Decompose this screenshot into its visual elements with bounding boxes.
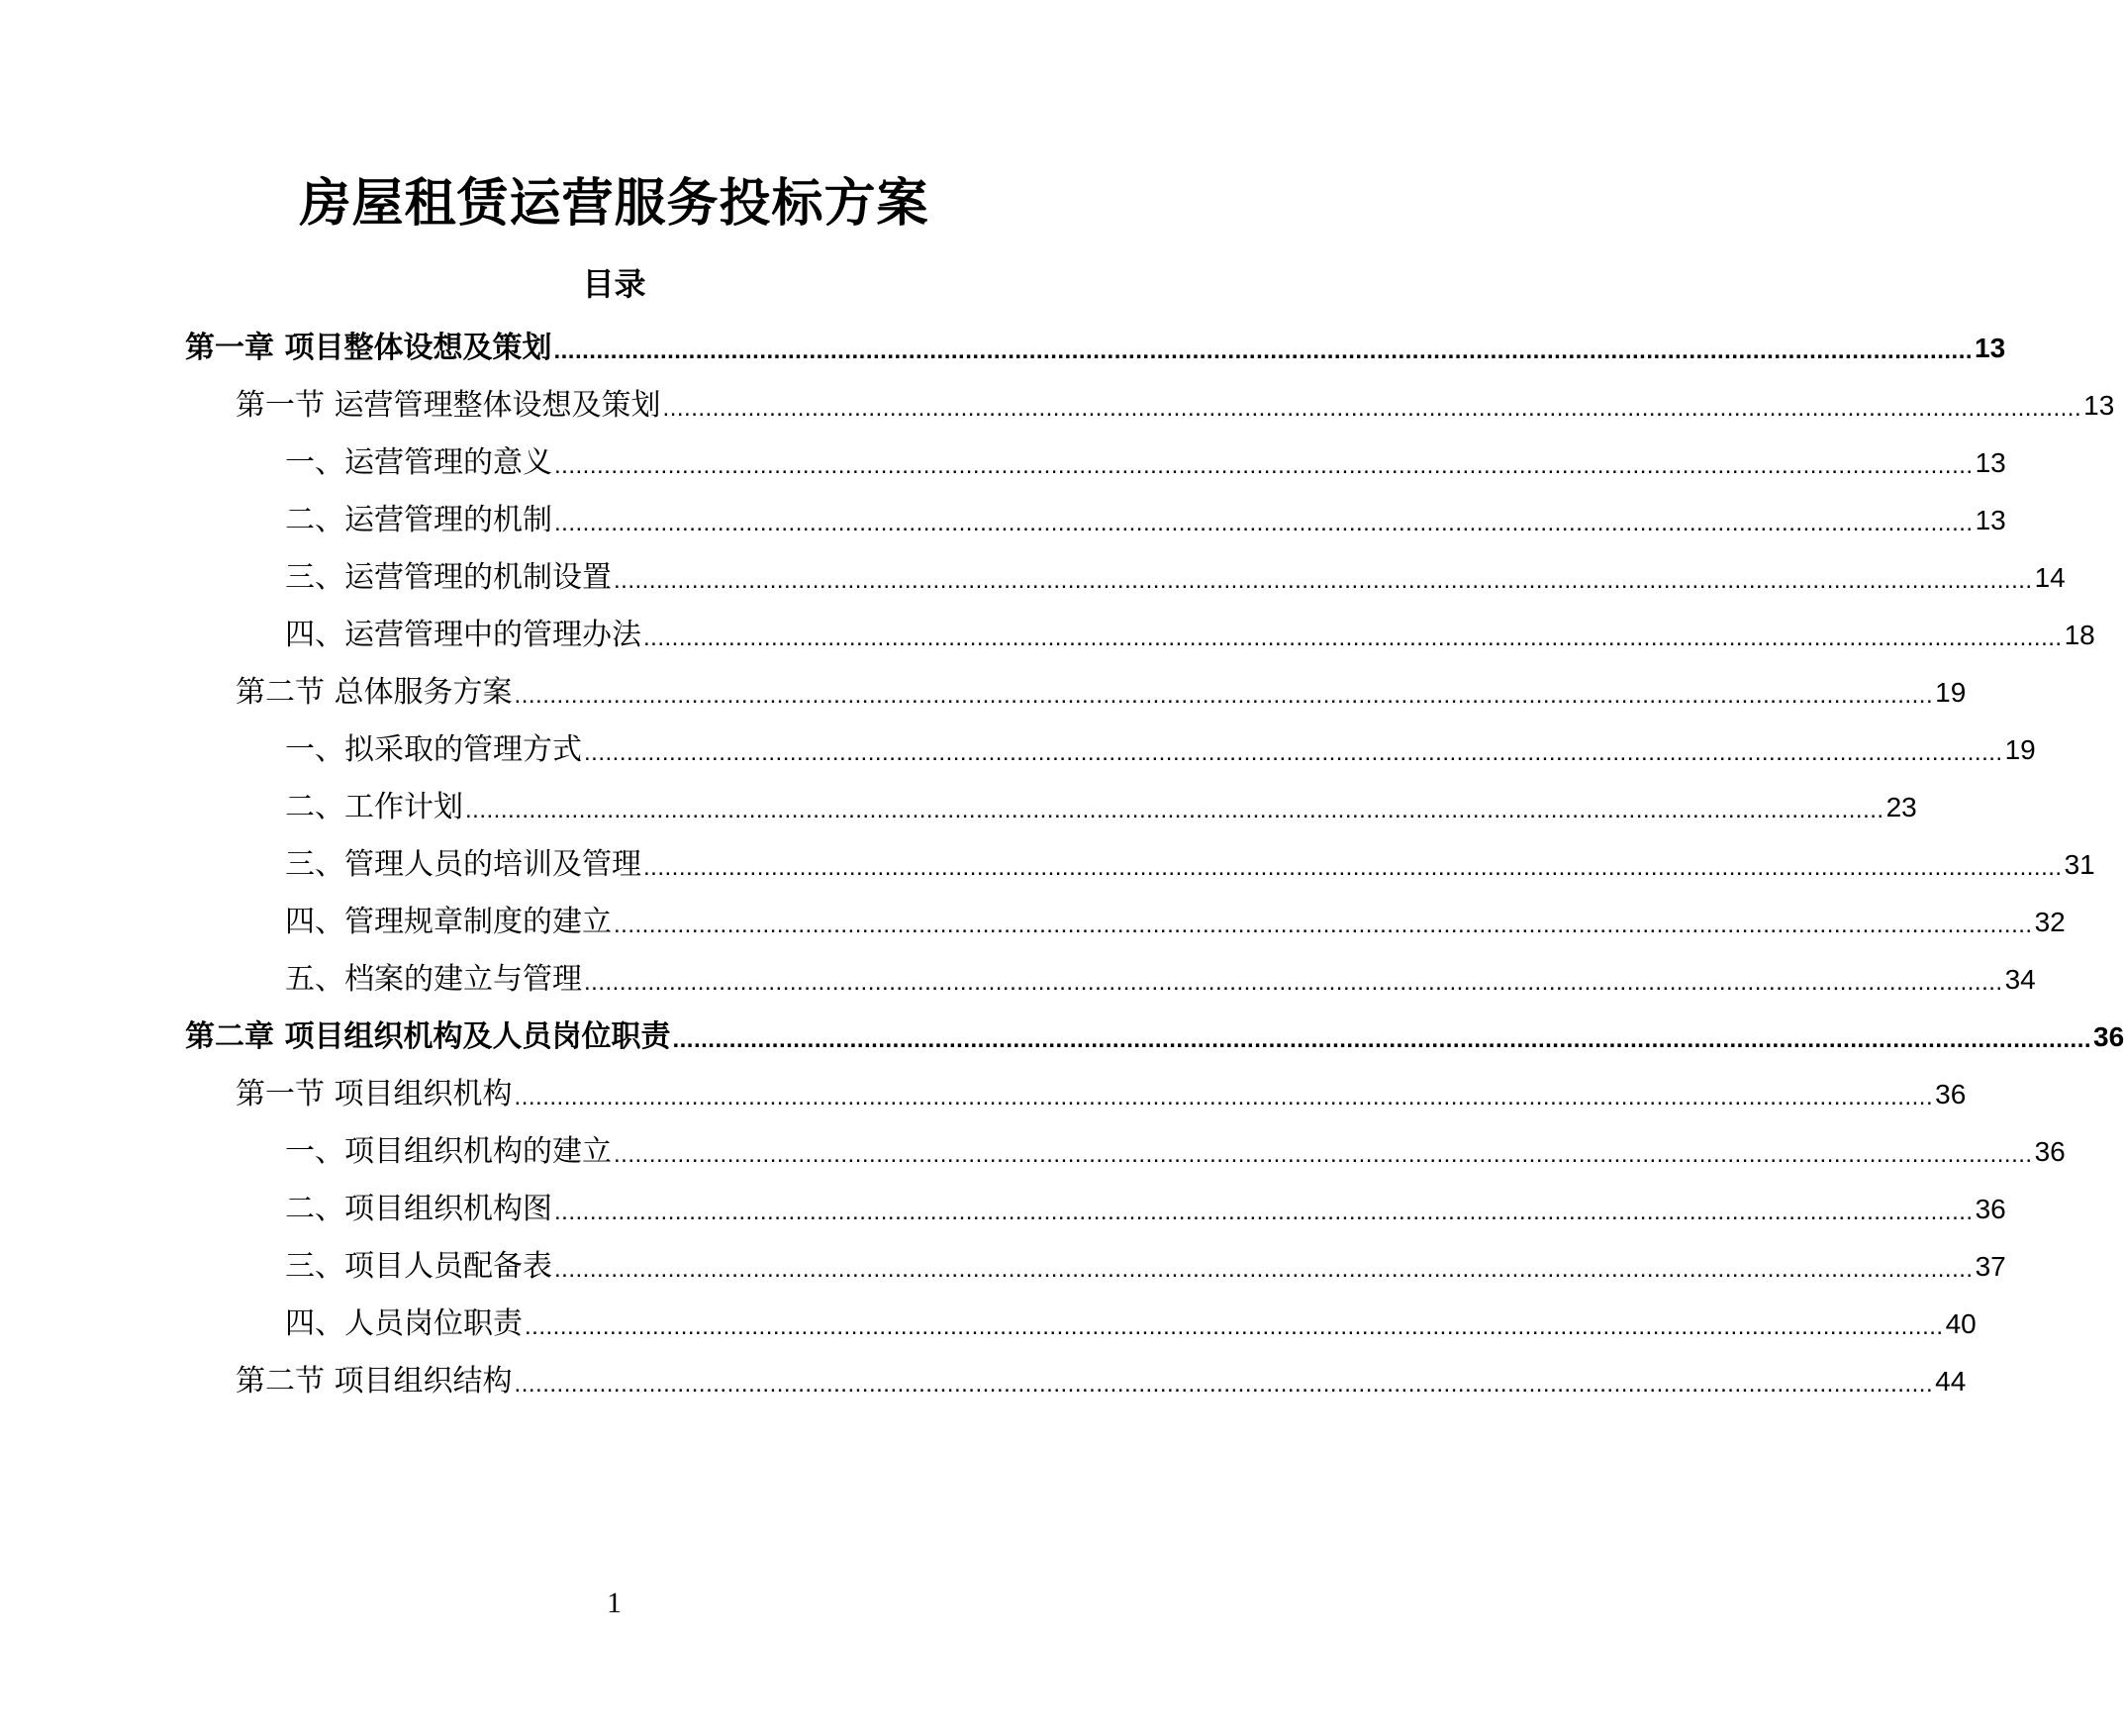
toc-leader-dots: ........................................................................................................................................................................................................ xyxy=(514,1084,1934,1110)
toc-leader-dots: ........................................................................................................................................................................................................ xyxy=(584,739,2003,766)
toc-entry[interactable] xyxy=(285,958,2036,1002)
toc-entry-title: 第二节 总体服务方案 xyxy=(236,675,513,710)
toc-entry[interactable] xyxy=(285,901,2066,944)
document-title: 房屋租赁运营服务投标方案 xyxy=(299,174,929,234)
toc-heading: 目录 xyxy=(582,265,646,303)
toc-entry[interactable] xyxy=(236,1073,1967,1116)
toc-entry-title: 三、项目人员配备表 xyxy=(285,1249,552,1284)
toc-leader-dots: ........................................................................................................................................................................................................ xyxy=(672,1026,2092,1053)
toc-entry-title: 二、项目组织机构图 xyxy=(285,1192,552,1226)
toc-entry[interactable] xyxy=(285,556,2066,600)
toc-leader-dots: ........................................................................................................................................................................................................ xyxy=(554,452,1974,479)
toc-entry[interactable] xyxy=(285,614,2095,657)
toc-entry[interactable] xyxy=(285,1302,1977,1346)
toc-entry[interactable] xyxy=(285,1245,2006,1289)
toc-entry-page: 34 xyxy=(2004,964,2036,995)
toc-entry-page: 13 xyxy=(1975,333,2006,363)
toc-leader-dots: ........................................................................................................................................................................................................ xyxy=(554,1199,1974,1225)
toc-leader-dots: ........................................................................................................................................................................................................ xyxy=(643,854,2063,881)
toc-entry-title: 三、管理人员的培训及管理 xyxy=(285,847,641,882)
toc-entry-page: 13 xyxy=(1975,505,2006,535)
toc-entry-page: 36 xyxy=(1975,1194,2006,1224)
toc-entry[interactable] xyxy=(285,441,2006,485)
toc-entry[interactable] xyxy=(285,1188,2006,1231)
toc-leader-dots: ........................................................................................................................................................................................................ xyxy=(525,1313,1944,1340)
toc-entry-title: 一、项目组织机构的建立 xyxy=(285,1134,612,1169)
toc-entry-page: 14 xyxy=(2034,562,2066,593)
toc-entry-title: 第一节 项目组织机构 xyxy=(236,1077,513,1111)
toc-entry-page: 13 xyxy=(1975,447,2006,478)
toc-entry-title: 第一章 项目整体设想及策划 xyxy=(185,331,552,365)
toc-entry-page: 18 xyxy=(2064,620,2095,650)
toc-entry-title: 四、运营管理中的管理办法 xyxy=(285,618,641,652)
toc-leader-dots: ........................................................................................................................................................................................................ xyxy=(514,682,1934,709)
toc-entry[interactable] xyxy=(285,728,2036,772)
toc-entry-title: 第一节 运营管理整体设想及策划 xyxy=(236,388,661,423)
toc-entry-title: 一、拟采取的管理方式 xyxy=(285,732,582,767)
toc-leader-dots: ........................................................................................................................................................................................................ xyxy=(614,567,2033,594)
toc-entry-title: 四、管理规章制度的建立 xyxy=(285,905,612,939)
toc-entry-page: 19 xyxy=(2004,734,2036,765)
toc-entry[interactable] xyxy=(185,1015,2124,1059)
toc-entry-page: 36 xyxy=(2034,1136,2066,1167)
toc-entry-title: 二、运营管理的机制 xyxy=(285,503,552,537)
toc-leader-dots: ........................................................................................................................................................................................................ xyxy=(662,395,2082,422)
toc-entry-page: 32 xyxy=(2034,907,2066,937)
toc-entry[interactable] xyxy=(236,384,2115,428)
toc-leader-dots: ........................................................................................................................................................................................................ xyxy=(465,797,1884,823)
toc-leader-dots: ........................................................................................................................................................................................................ xyxy=(554,1256,1974,1283)
toc-entry-page: 40 xyxy=(1945,1308,1977,1339)
toc-entry-page: 44 xyxy=(1935,1366,1967,1397)
toc-entry[interactable] xyxy=(285,499,2006,542)
toc-entry-page: 13 xyxy=(2083,390,2115,421)
toc-entry-page: 23 xyxy=(1885,792,1917,822)
toc-entry-title: 一、运营管理的意义 xyxy=(285,445,552,480)
toc-entry[interactable] xyxy=(285,843,2095,887)
toc-entry[interactable] xyxy=(285,1130,2066,1174)
toc-entry-title: 第二章 项目组织机构及人员岗位职责 xyxy=(185,1019,671,1054)
toc-entry-page: 36 xyxy=(2093,1021,2124,1052)
toc-entry-title: 四、人员岗位职责 xyxy=(285,1306,523,1341)
toc-leader-dots: ........................................................................................................................................................................................................ xyxy=(553,338,1974,364)
toc-entry[interactable] xyxy=(236,1360,1967,1403)
page-number: 1 xyxy=(607,1587,622,1619)
toc-entry[interactable] xyxy=(185,327,2006,370)
toc-entry-title: 三、运营管理的机制设置 xyxy=(285,560,612,595)
toc-entry-page: 19 xyxy=(1935,677,1967,708)
toc-leader-dots: ........................................................................................................................................................................................................ xyxy=(584,969,2003,996)
toc-leader-dots: ........................................................................................................................................................................................................ xyxy=(554,510,1974,536)
toc-leader-dots: ........................................................................................................................................................................................................ xyxy=(614,912,2033,938)
toc-entry-title: 第二节 项目组织结构 xyxy=(236,1364,513,1398)
toc-entry-page: 31 xyxy=(2064,849,2095,880)
toc-leader-dots: ........................................................................................................................................................................................................ xyxy=(614,1141,2033,1168)
toc-entry-title: 二、工作计划 xyxy=(285,790,463,824)
toc-entry[interactable] xyxy=(285,786,1917,829)
toc-leader-dots: ........................................................................................................................................................................................................ xyxy=(643,625,2063,651)
toc-entry-page: 36 xyxy=(1935,1079,1967,1109)
toc-leader-dots: ........................................................................................................................................................................................................ xyxy=(514,1371,1934,1398)
toc-entry-page: 37 xyxy=(1975,1251,2006,1282)
toc-entry[interactable] xyxy=(236,671,1967,715)
toc-entry-title: 五、档案的建立与管理 xyxy=(285,962,582,997)
